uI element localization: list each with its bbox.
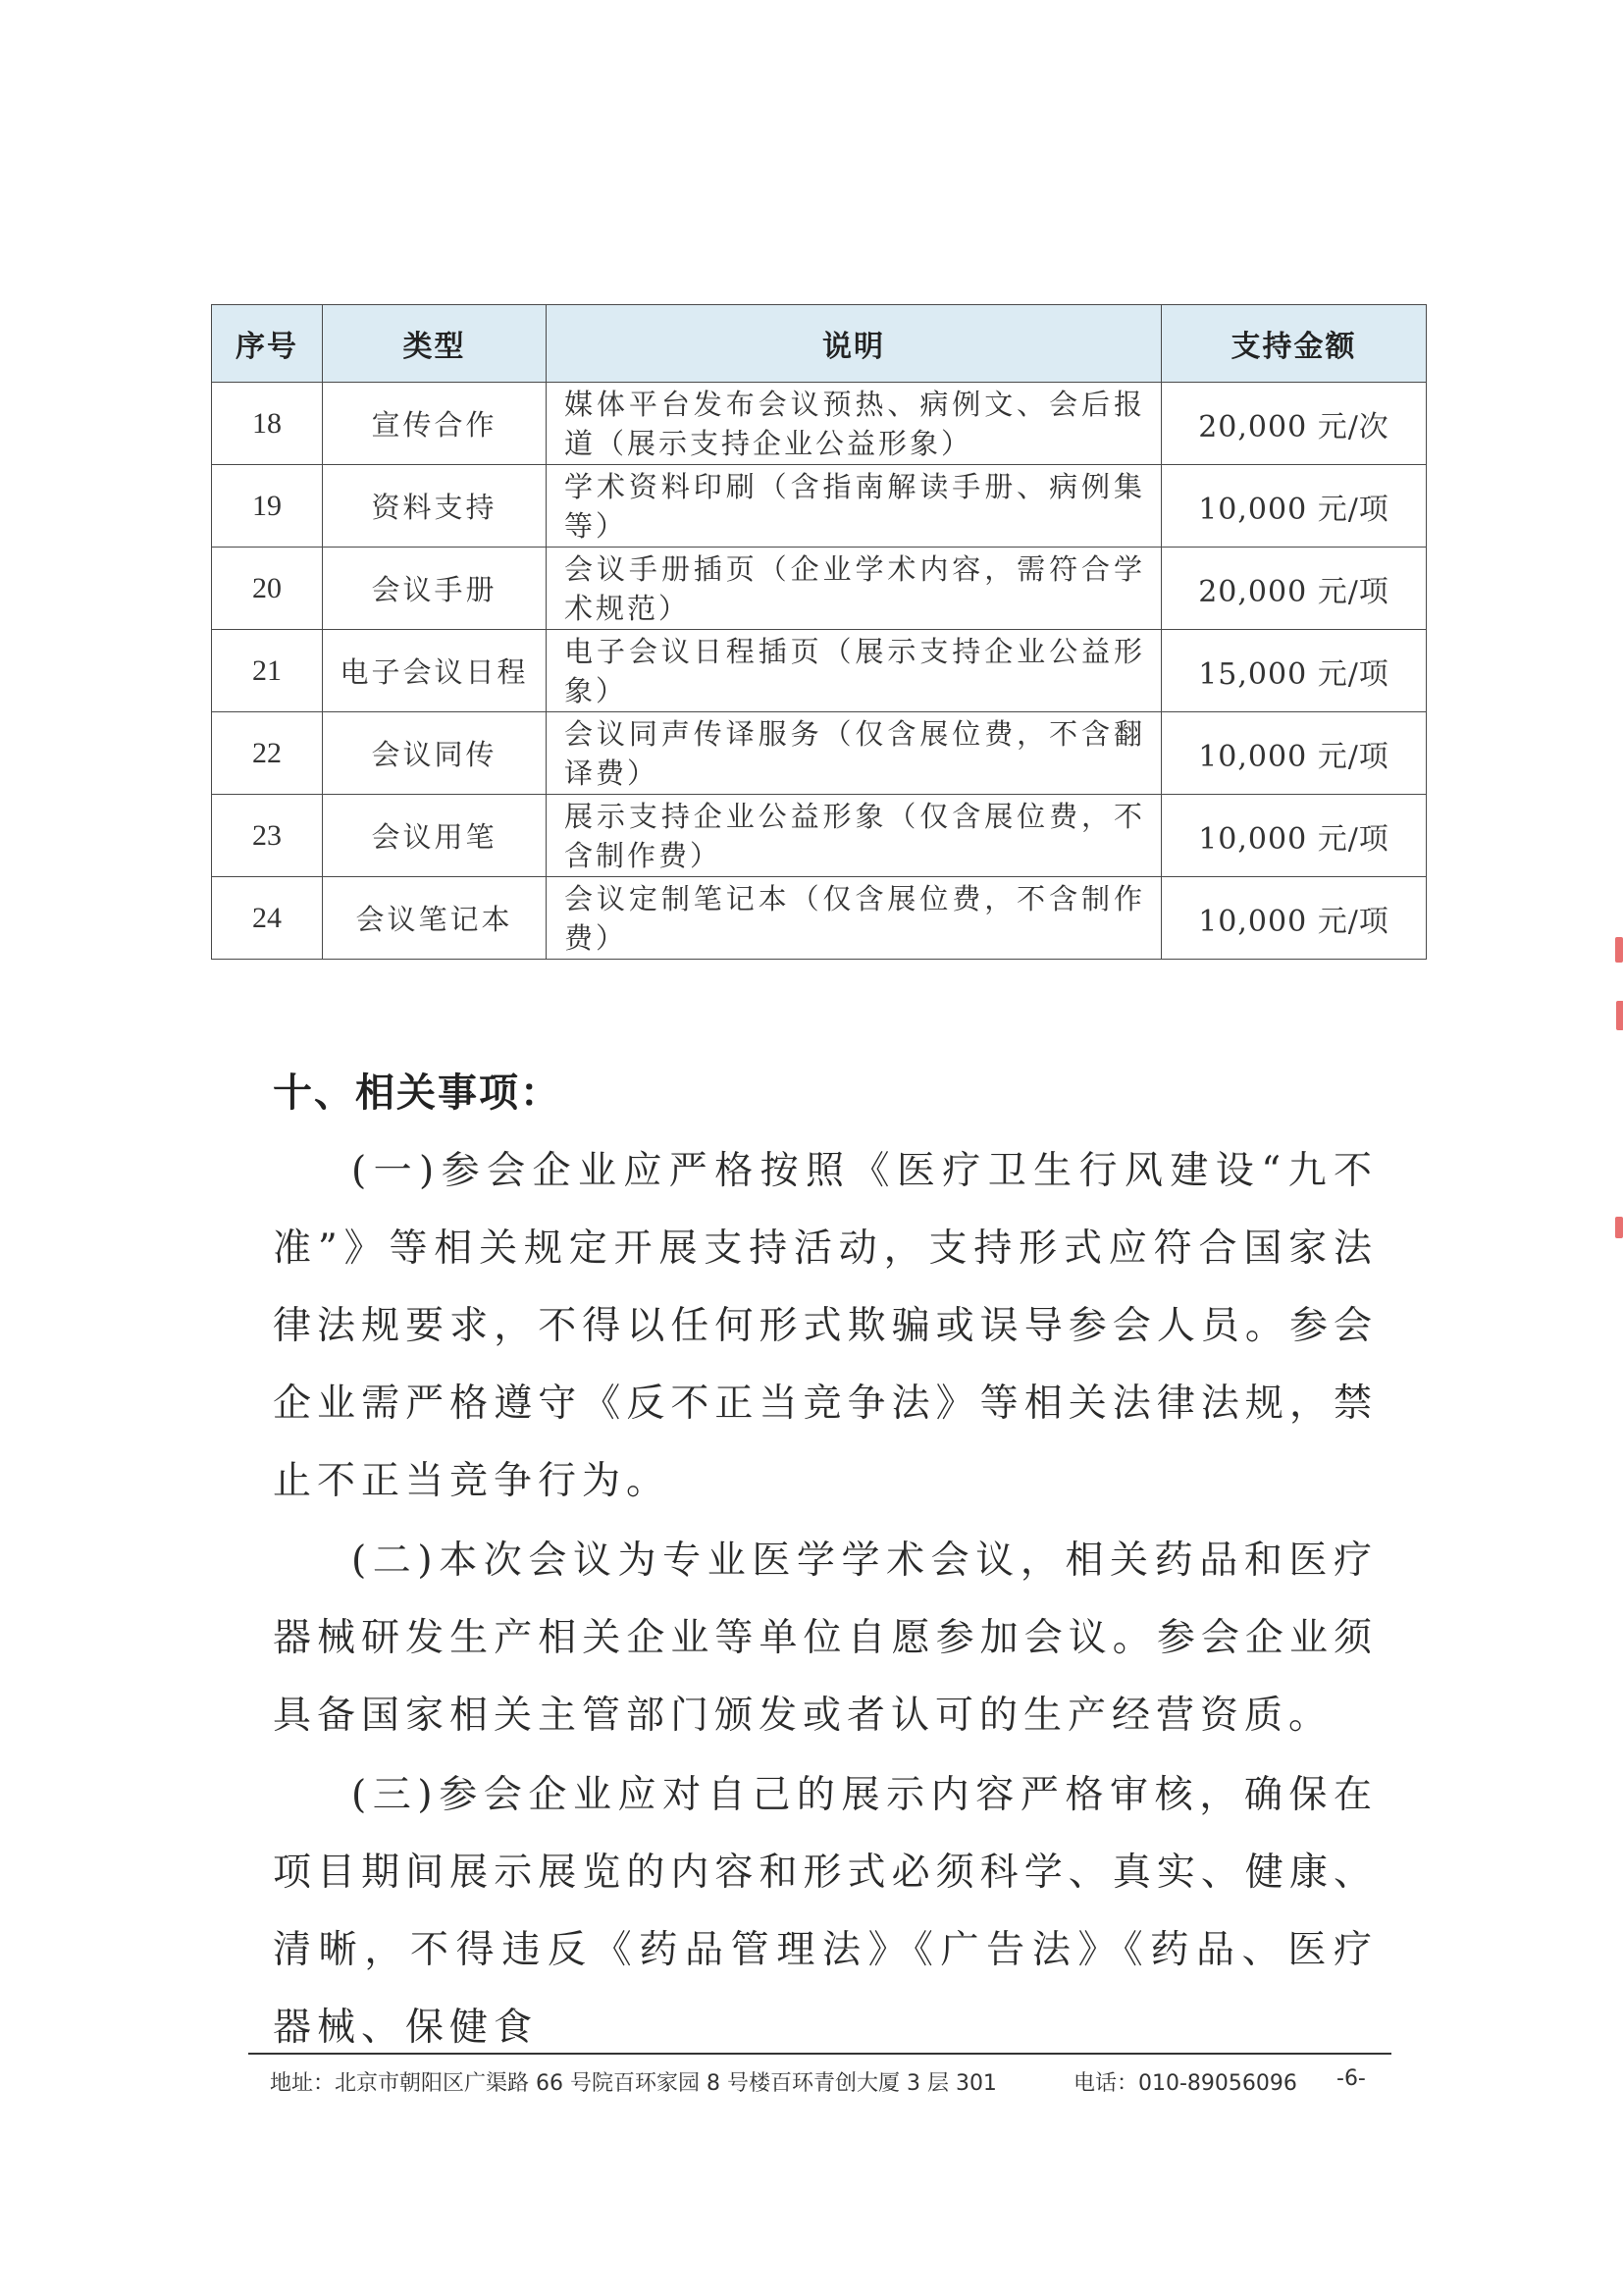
cell-type: 会议用笔 xyxy=(323,795,547,877)
paragraph-item-1: (一)参会企业应严格按照《医疗卫生行风建设“九不准”》等相关规定开展支持活动，支持形式应符合国家法律法规要求，不得以任何形式欺骗或误导参会人员。参会企业需严格遵守《反不正当竞争法》等相关法律法规，禁止不正当竞争行为。 xyxy=(273,1149,1378,1503)
cell-serial-number: 20 xyxy=(212,548,323,630)
cell-description: 会议手册插页（企业学术内容，需符合学术规范） xyxy=(547,548,1162,630)
table-row xyxy=(212,630,1427,712)
cell-type: 会议笔记本 xyxy=(323,877,547,960)
table-row xyxy=(212,383,1427,465)
support-fee-table xyxy=(211,304,1427,960)
cell-description: 会议同声传译服务（仅含展位费，不含翻译费） xyxy=(547,712,1162,795)
header-description: 说明 xyxy=(547,305,1162,383)
page-number: -6- xyxy=(1336,2066,1366,2091)
section-heading: 十、相关事项： xyxy=(273,1070,561,1116)
table-row xyxy=(212,712,1427,795)
cell-description: 会议定制笔记本（仅含展位费，不含制作费） xyxy=(547,877,1162,960)
table-row xyxy=(212,795,1427,877)
cell-serial-number: 19 xyxy=(212,465,323,548)
scan-edge-mark xyxy=(1615,937,1623,963)
header-serial-number: 序号 xyxy=(212,305,323,383)
cell-serial-number: 24 xyxy=(212,877,323,960)
cell-amount: 10,000 元/项 xyxy=(1162,877,1427,960)
cell-amount: 10,000 元/项 xyxy=(1162,795,1427,877)
cell-type: 资料支持 xyxy=(323,465,547,548)
scan-edge-mark xyxy=(1615,1217,1623,1238)
footer-divider xyxy=(248,2053,1391,2055)
cell-description: 电子会议日程插页（展示支持企业公益形象） xyxy=(547,630,1162,712)
cell-type: 会议同传 xyxy=(323,712,547,795)
cell-serial-number: 23 xyxy=(212,795,323,877)
table-row xyxy=(212,548,1427,630)
paragraph-item-3: (三)参会企业应对自己的展示内容严格审核，确保在项目期间展示展览的内容和形式必须科学、真实、健康、清晰，不得违反《药品管理法》《广告法》《药品、医疗器械、保健食 xyxy=(273,1773,1378,2050)
cell-amount: 15,000 元/项 xyxy=(1162,630,1427,712)
cell-description: 学术资料印刷（含指南解读手册、病例集等） xyxy=(547,465,1162,548)
table-row xyxy=(212,877,1427,960)
table-row xyxy=(212,465,1427,548)
cell-serial-number: 21 xyxy=(212,630,323,712)
cell-amount: 20,000 元/项 xyxy=(1162,548,1427,630)
cell-amount: 10,000 元/项 xyxy=(1162,465,1427,548)
cell-type: 会议手册 xyxy=(323,548,547,630)
cell-amount: 10,000 元/项 xyxy=(1162,712,1427,795)
footer-phone: 电话：010-89056096 xyxy=(1073,2071,1297,2096)
cell-amount: 20,000 元/次 xyxy=(1162,383,1427,465)
table-header-row xyxy=(212,305,1427,383)
header-type: 类型 xyxy=(323,305,547,383)
cell-description: 展示支持企业公益形象（仅含展位费，不含制作费） xyxy=(547,795,1162,877)
cell-type: 电子会议日程 xyxy=(323,630,547,712)
header-support-amount: 支持金额 xyxy=(1162,305,1427,383)
scan-edge-mark xyxy=(1616,1001,1623,1030)
cell-description: 媒体平台发布会议预热、病例文、会后报道（展示支持企业公益形象） xyxy=(547,383,1162,465)
cell-serial-number: 22 xyxy=(212,712,323,795)
paragraph-item-2: (二)本次会议为专业医学学术会议，相关药品和医疗器械研发生产相关企业等单位自愿参加会议。参会企业须具备国家相关主管部门颁发或者认可的生产经营资质。 xyxy=(273,1539,1378,1738)
cell-serial-number: 18 xyxy=(212,383,323,465)
footer-address: 地址：北京市朝阳区广渠路 66 号院百环家园 8 号楼百环青创大厦 3 层 301 xyxy=(270,2071,997,2096)
cell-type: 宣传合作 xyxy=(323,383,547,465)
